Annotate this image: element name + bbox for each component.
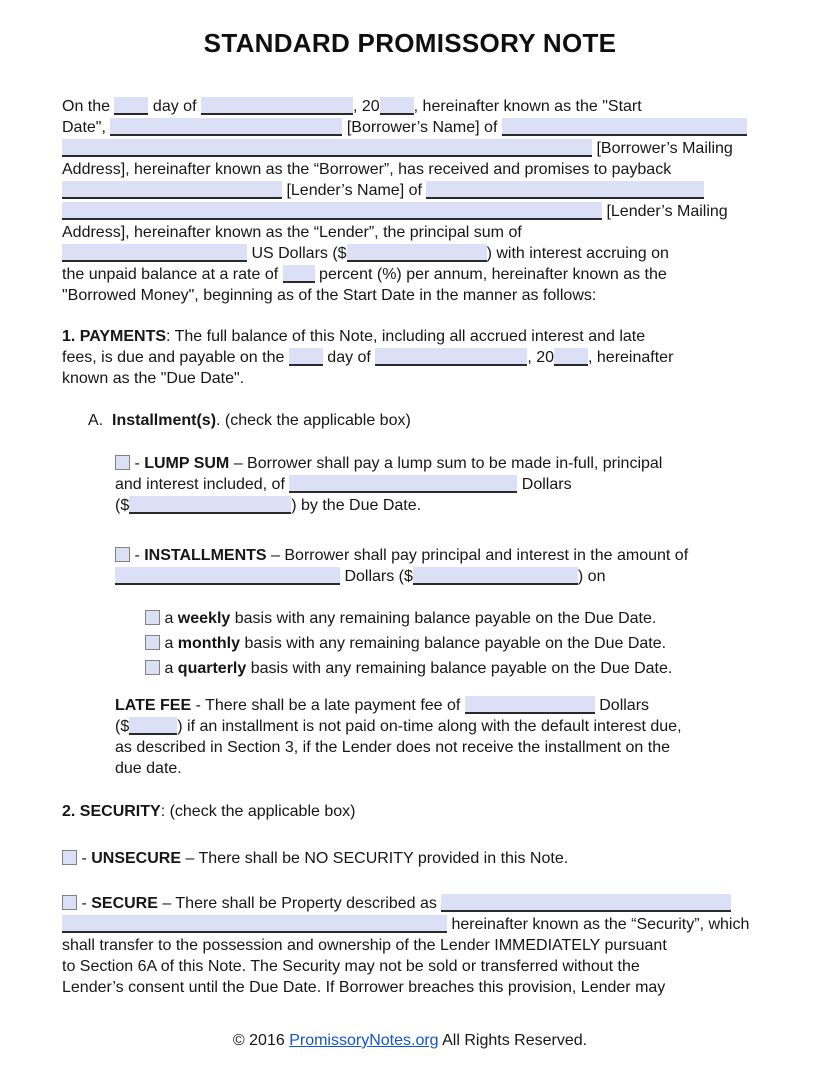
text-run: [Borrower’s Name] of (342, 119, 502, 136)
text-run: A. (88, 412, 113, 429)
payment-frequency-list (145, 606, 785, 681)
text-run-bold: weekly (177, 610, 231, 627)
text-run: ) by the Due Date. (291, 497, 422, 514)
text-run: , hereinafter (588, 349, 674, 366)
text-line (62, 138, 762, 159)
text-run: fees, is due and payable on the (62, 349, 289, 366)
start-month-field[interactable] (201, 97, 353, 115)
text-run: ) on (577, 568, 606, 585)
text-run: and interest included, of (115, 476, 290, 493)
text-run-bold: UNSECURE (91, 850, 182, 867)
borrower-address-line1-field[interactable] (502, 118, 747, 136)
text-line (62, 96, 762, 117)
weekly-checkbox[interactable] (145, 610, 160, 625)
text-run: hereinafter known as the “Security”, which (447, 916, 750, 933)
text-run: - (77, 895, 92, 912)
lump-sum-words-field[interactable] (289, 475, 517, 493)
text-run: basis with any remaining balance payable on the Due Date. (240, 635, 667, 652)
lump-sum-option (115, 453, 770, 516)
text-run: percent (%) per annum, hereinafter known as the (314, 266, 667, 283)
text-run: , 20 (527, 349, 555, 366)
text-line (115, 495, 770, 516)
text-run: due date. (115, 760, 182, 777)
monthly-checkbox[interactable] (145, 635, 160, 650)
text-run: shall transfer to the possession and ownership of the Lender IMMEDIATELY pursuant (62, 937, 667, 954)
text-run: - (130, 547, 145, 564)
text-run: basis with any remaining balance payable on the Due Date. (230, 610, 657, 627)
text-line (62, 893, 762, 914)
text-run: the unpaid balance at a rate of (62, 266, 283, 283)
text-run: - There shall be a late payment fee of (191, 697, 465, 714)
start-year-field[interactable] (380, 97, 414, 115)
text-run: Address], hereinafter known as the “Borrower”, has received and promises to payback (62, 161, 672, 178)
installments-checkbox[interactable] (115, 547, 130, 562)
page-title: STANDARD PROMISSORY NOTE (203, 28, 617, 58)
due-month-field[interactable] (375, 348, 527, 366)
text-run: day of (148, 98, 201, 115)
text-run-bold: 1. PAYMENTS (62, 328, 167, 345)
text-run: Dollars (594, 697, 650, 714)
text-line (62, 201, 762, 222)
text-run: – Borrower shall pay a lump sum to be made in-full, principal (229, 455, 663, 472)
text-line (88, 410, 738, 431)
property-description-line1-field[interactable] (441, 894, 731, 912)
text-run: day of (322, 349, 376, 366)
text-line (62, 848, 762, 869)
text-line (115, 566, 780, 587)
late-fee-words-field[interactable] (465, 696, 595, 714)
installment-amount-words-field[interactable] (115, 567, 340, 585)
text-line (62, 326, 762, 347)
text-run: : (check the applicable box) (160, 803, 356, 820)
security-heading (62, 801, 762, 822)
text-run-bold: INSTALLMENTS (144, 547, 267, 564)
text-run: US Dollars ($ (247, 245, 347, 262)
text-run-bold: SECURE (91, 895, 158, 912)
unsecure-checkbox[interactable] (62, 850, 77, 865)
property-description-line2-field[interactable] (62, 915, 447, 933)
lender-name-field[interactable] (62, 181, 282, 199)
text-run: © 2016 (232, 1032, 290, 1049)
text-line (145, 656, 785, 681)
text-run: ) with interest accruing on (486, 245, 669, 262)
late-fee-number-field[interactable] (129, 717, 177, 735)
text-line (62, 117, 762, 138)
borrower-name-field[interactable] (110, 118, 342, 136)
text-run: Address], hereinafter known as the “Lender”, the principal sum of (62, 224, 522, 241)
text-run: Dollars (517, 476, 572, 493)
borrower-address-line2-field[interactable] (62, 139, 592, 157)
text-run-bold: 2. SECURITY (62, 803, 161, 820)
text-line (62, 285, 762, 306)
secure-option (62, 893, 762, 998)
text-run: , hereinafter known as the "Start (413, 98, 642, 115)
text-run-bold: monthly (177, 635, 241, 652)
text-line (115, 737, 770, 758)
text-run: On the (62, 98, 115, 115)
text-line (62, 222, 762, 243)
lump-sum-checkbox[interactable] (115, 455, 130, 470)
text-run: as described in Section 3, if the Lender does not receive the installment on the (115, 739, 671, 756)
text-run: [Lender’s Name] of (282, 182, 427, 199)
text-line (62, 935, 762, 956)
text-run: ($ (115, 718, 130, 735)
text-run: – Borrower shall pay principal and interest in the amount of (266, 547, 689, 564)
text-run-bold: quarterly (177, 660, 247, 677)
text-line (62, 347, 762, 368)
text-line (62, 180, 762, 201)
text-line (115, 695, 770, 716)
text-line (62, 977, 762, 998)
text-run-bold: Installment(s) (112, 412, 217, 429)
text-run: a (160, 635, 178, 652)
text-run: , 20 (352, 98, 380, 115)
principal-sum-words-field[interactable] (62, 244, 247, 262)
text-run: . (check the applicable box) (216, 412, 411, 429)
installment-amount-number-field[interactable] (413, 567, 578, 585)
start-day-field[interactable] (114, 97, 148, 115)
text-line (145, 606, 785, 631)
unsecure-option (62, 848, 762, 869)
text-line (62, 914, 762, 935)
quarterly-checkbox[interactable] (145, 660, 160, 675)
text-run: Dollars ($ (340, 568, 413, 585)
text-run: - (77, 850, 92, 867)
footer (0, 1030, 820, 1051)
text-run: Lender’s consent until the Due Date. If Borrower breaches this provision, Lender may (62, 979, 666, 996)
text-line (62, 956, 762, 977)
due-day-field[interactable] (289, 348, 323, 366)
text-run: ) if an installment is not paid on-time along with the default interest due, (177, 718, 682, 735)
text-run-bold: LATE FEE (115, 697, 192, 714)
text-line (115, 716, 770, 737)
text-run: to Section 6A of this Note. The Security may not be sold or transferred without the (62, 958, 640, 975)
text-run: : The full balance of this Note, including all accrued interest and late (166, 328, 646, 345)
text-line (145, 631, 785, 656)
text-run: – There shall be NO SECURITY provided in this Note. (181, 850, 569, 867)
text-line (115, 474, 770, 495)
text-line (0, 1030, 820, 1051)
text-line (115, 453, 770, 474)
text-run: Date", (62, 119, 111, 136)
lender-address-line1-field[interactable] (426, 181, 704, 199)
interest-rate-field[interactable] (283, 265, 315, 283)
installments-heading (88, 410, 738, 431)
text-line (115, 545, 780, 566)
late-fee-paragraph (115, 695, 770, 779)
text-run: ($ (115, 497, 130, 514)
text-line (62, 159, 762, 180)
installments-option (115, 545, 780, 587)
lump-sum-number-field[interactable] (129, 496, 291, 514)
text-line (62, 243, 762, 264)
text-run: known as the "Due Date". (62, 370, 245, 387)
text-line (115, 758, 770, 779)
secure-checkbox[interactable] (62, 895, 77, 910)
promissorynotes-link[interactable]: PromissoryNotes.org (289, 1032, 439, 1049)
due-year-field[interactable] (554, 348, 588, 366)
text-run-bold: LUMP SUM (144, 455, 230, 472)
intro-paragraph (62, 96, 762, 306)
lender-address-line2-field[interactable] (62, 202, 602, 220)
principal-sum-number-field[interactable] (347, 244, 487, 262)
text-run: basis with any remaining balance payable on the Due Date. (246, 660, 673, 677)
text-line (62, 801, 762, 822)
text-run: "Borrowed Money", beginning as of the Start Date in the manner as follows: (62, 287, 597, 304)
text-run: a (160, 610, 178, 627)
text-run: a (160, 660, 178, 677)
text-run: All Rights Reserved. (438, 1032, 588, 1049)
text-line (62, 368, 762, 389)
payments-section (62, 326, 762, 389)
text-run: [Borrower’s Mailing (592, 140, 733, 157)
text-run: [Lender’s Mailing (602, 203, 728, 220)
text-run: - (130, 455, 145, 472)
text-line (62, 264, 762, 285)
text-run: – There shall be Property described as (157, 895, 442, 912)
